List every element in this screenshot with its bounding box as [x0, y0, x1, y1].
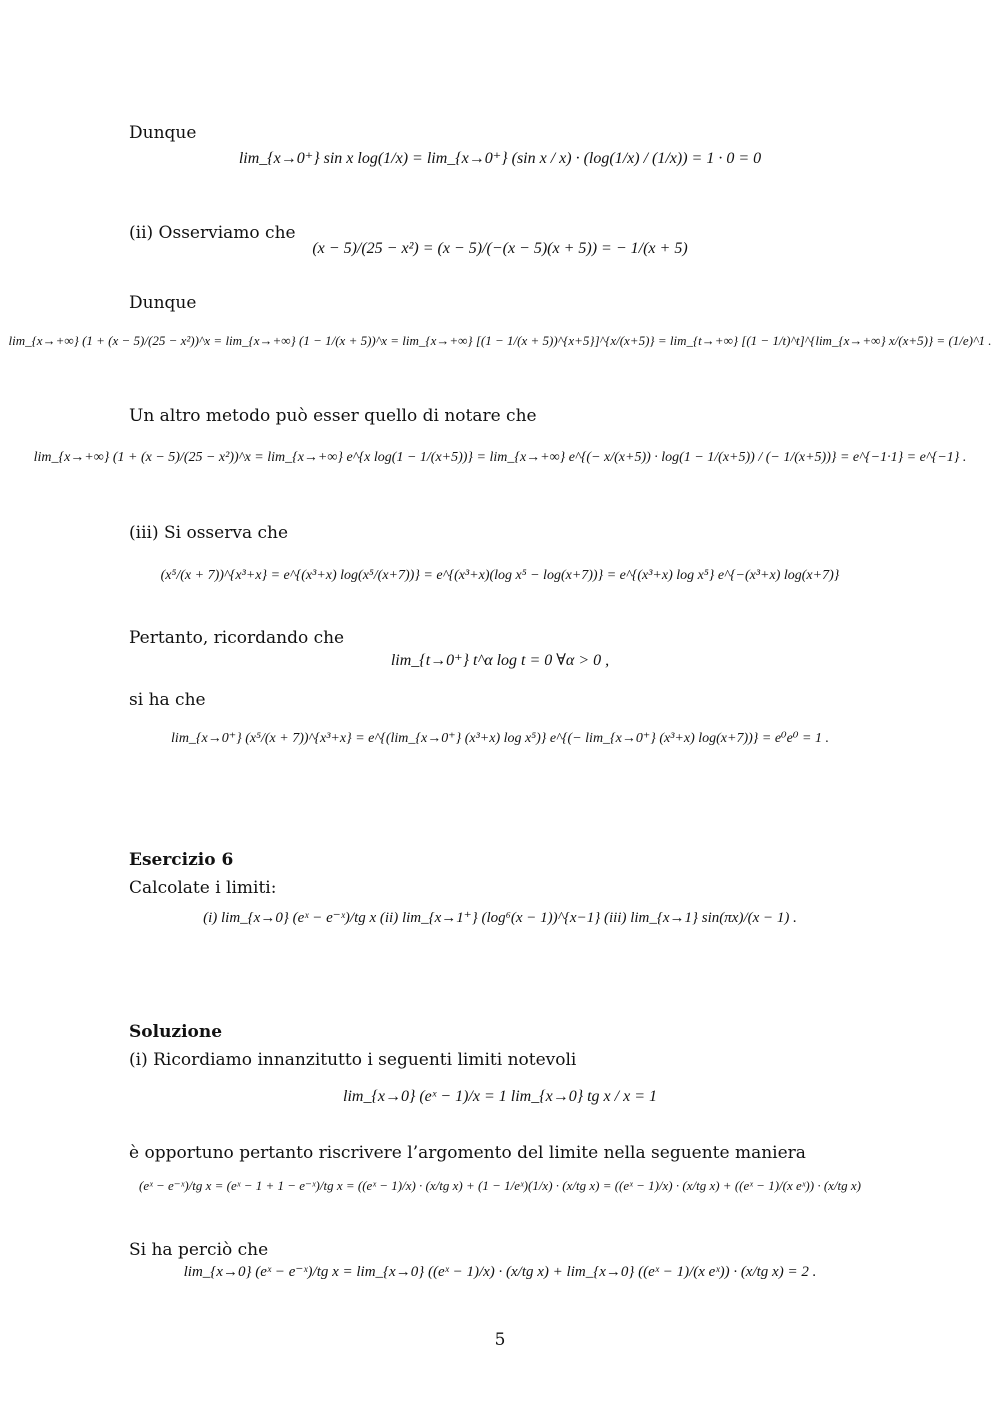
equation-power-rewrite: (x⁵/(x + 7))^{x³+x} = e^{(x³+x) log(x⁵/(x+7))} = e^{(x³+x)(log x⁵ − log(x+7))} = e^{(x³+x) log x⁵} e^{−(x³+x) log(x+7)}	[160, 568, 840, 583]
text-dunque-1: Dunque	[129, 123, 197, 143]
equation-limit-result-one: lim_{x→0⁺} (x⁵/(x + 7))^{x³+x} = e^{(lim_{x→0⁺} (x³+x) log x⁵)} e^{(− lim_{x→0⁺} (x³+x) log(x+7))} = e⁰e⁰ = 1 .	[171, 731, 829, 746]
text-calcolate: Calcolate i limiti:	[129, 878, 277, 898]
equation-limit-sin-log: lim_{x→0⁺} sin x log(1/x) = lim_{x→0⁺} (sin x / x) · (log(1/x) / (1/x)) = 1 · 0 = 0	[238, 150, 762, 167]
text-si-ha-percio: Si ha perciò che	[129, 1240, 269, 1260]
equation-rewrite-argument: (eˣ − e⁻ˣ)/tg x = (eˣ − 1 + 1 − e⁻ˣ)/tg x = ((eˣ − 1)/x) · (x/tg x) + (1 − 1/eˣ)(1/x) · (x/tg x) = ((eˣ − 1)/x) · (x/tg x) + ((eˣ − 1)/(x eˣ)) · (x/tg x)	[138, 1178, 862, 1193]
text-dunque-2: Dunque	[129, 293, 197, 313]
page-number: 5	[494, 1330, 506, 1350]
heading-soluzione: Soluzione	[129, 1022, 223, 1042]
text-altro-metodo: Un altro metodo può esser quello di notare che	[129, 406, 537, 426]
text-si-ha-che: si ha che	[129, 690, 206, 710]
heading-esercizio-6: Esercizio 6	[129, 850, 234, 870]
equation-limit-exponential: lim_{x→+∞} (1 + (x − 5)/(25 − x²))^x = lim_{x→+∞} e^{x log(1 − 1/(x+5))} = lim_{x→+∞} e^{(− x/(x+5)) · log(1 − 1/(x+5)) / (− 1/(x+5))} = e^{−1·1} = e^{−1} .	[33, 450, 967, 465]
text-opportuno: è opportuno pertanto riscrivere l’argomento del limite nella seguente maniera	[129, 1143, 806, 1163]
equation-final-limit: lim_{x→0} (eˣ − e⁻ˣ)/tg x = lim_{x→0} ((eˣ − 1)/x) · (x/tg x) + lim_{x→0} ((eˣ − 1)/(x eˣ)) · (x/tg x) = 2 .	[183, 1264, 817, 1280]
equation-notable-limits: lim_{x→0} (eˣ − 1)/x = 1 lim_{x→0} tg x / x = 1	[343, 1088, 657, 1105]
equation-limit-power-chain: lim_{x→+∞} (1 + (x − 5)/(25 − x²))^x = lim_{x→+∞} (1 − 1/(x + 5))^x = lim_{x→+∞} [(1 − 1/(x + 5))^{x+5}]^{x/(x+5)} = lim_{t→+∞} [(1 − 1/t)^t]^{lim_{x→+∞} x/(x+5)} = (1/e)^1 .	[8, 333, 992, 348]
equation-fraction-simplification: (x − 5)/(25 − x²) = (x − 5)/(−(x − 5)(x + 5)) = − 1/(x + 5)	[312, 240, 688, 257]
text-osserviamo: (ii) Osserviamo che	[129, 223, 296, 243]
text-ricordiamo: (i) Ricordiamo innanzitutto i seguenti limiti notevoli	[129, 1050, 577, 1070]
equation-limit-t-alpha: lim_{t→0⁺} t^α log t = 0 ∀α > 0 ,	[390, 652, 610, 669]
equation-exercise-limits: (i) lim_{x→0} (eˣ − e⁻ˣ)/tg x (ii) lim_{x→1⁺} (log⁶(x − 1))^{x−1} (iii) lim_{x→1} sin(πx)/(x − 1) .	[203, 910, 797, 926]
text-pertanto: Pertanto, ricordando che	[129, 628, 345, 648]
text-si-osserva: (iii) Si osserva che	[129, 523, 289, 543]
